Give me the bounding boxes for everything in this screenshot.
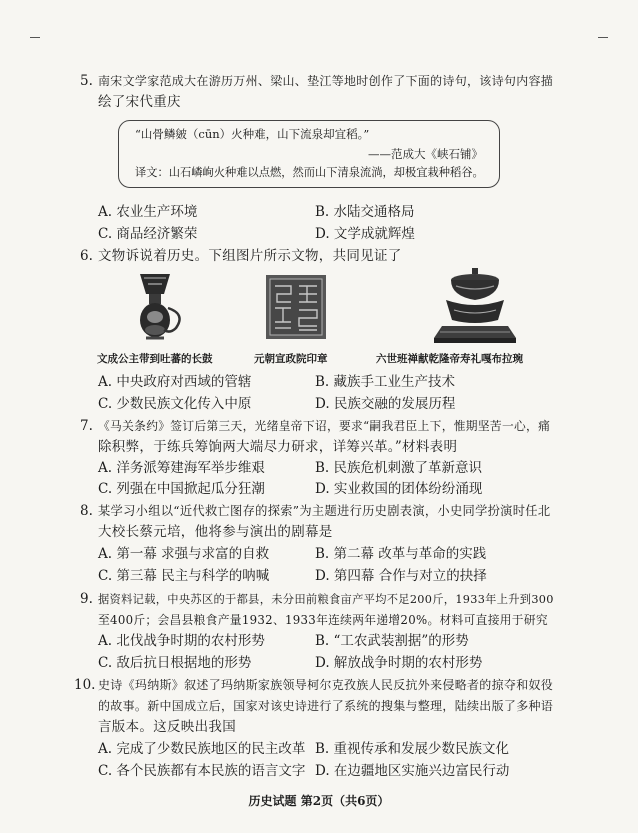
long-drum-image [118, 270, 190, 344]
q9-option-d[interactable]: D. 解放战争时期的农村形势 [315, 655, 483, 671]
caption-seal: 元朝宣政院印章 [254, 353, 328, 365]
q6-option-c[interactable]: C. 少数民族文化传入中原 [98, 396, 252, 412]
q8-option-a[interactable]: A. 第一幕 求强与求富的自救 [98, 546, 270, 562]
q8-option-d[interactable]: D. 第四幕 合作与对立的抉择 [315, 568, 487, 584]
q5-option-c[interactable]: C. 商品经济繁荣 [98, 226, 198, 242]
seal-image [263, 272, 329, 342]
q6-option-a[interactable]: A. 中央政府对西域的管辖 [98, 374, 252, 390]
q10-option-c[interactable]: C. 各个民族都有本民族的语言文字 [98, 763, 306, 779]
q5-option-a[interactable]: A. 农业生产环境 [98, 204, 198, 220]
poem-line: “山骨鳞皴（cūn）火种难，山下流泉却宜稻。” [135, 127, 370, 141]
q5-stem-line2: 绘了宋代重庆 [98, 94, 181, 110]
q9-stem-line1: 据资料记载，中央苏区的于都县，未分田前粮食亩产平均不足200斤，1933年上升到300 [98, 593, 554, 606]
caption-kapala-bowl: 六世班禅献乾隆帝寿礼嘎布拉琬 [376, 353, 523, 365]
q10-stem-line1: 史诗《玛纳斯》叙述了玛纳斯家族领导柯尔克孜族人民反抗外来侵略者的掠夺和奴役 [98, 678, 554, 692]
page-footer: 历史试题 第2页（共6页） [248, 794, 390, 808]
kapala-bowl-image [430, 266, 520, 346]
q7-stem-line1: 《马关条约》签订后第三天，光绪皇帝下诏，要求“嗣我君臣上下，惟期坚苦一心，痛 [98, 419, 551, 433]
q9-option-a[interactable]: A. 北伐战争时期的农村形势 [98, 633, 265, 649]
q8-option-c[interactable]: C. 第三幕 民主与科学的呐喊 [98, 568, 270, 584]
corner-mark-right [598, 37, 608, 38]
q9-option-b[interactable]: B. “工农武装割据”的形势 [315, 633, 469, 649]
q6-option-d[interactable]: D. 民族交融的发展历程 [315, 396, 456, 412]
q7-option-c[interactable]: C. 列强在中国掀起瓜分狂潮 [98, 481, 265, 497]
corner-mark-left [30, 37, 40, 38]
q10-option-a[interactable]: A. 完成了少数民族地区的民主改革 [98, 741, 306, 757]
poem-attribution: ——范成大《峡石铺》 [368, 147, 483, 161]
q10-stem-line2: 的故事。新中国成立后，国家对该史诗进行了系统的搜集与整理，陆续出版了多种语 [98, 699, 554, 713]
q7-option-b[interactable]: B. 民族危机刺激了革新意识 [315, 460, 483, 476]
q9-stem-line2: 至400斤；会昌县粮食产量1932、1933年连续两年递增20%。材料可直接用于研究 [98, 613, 548, 627]
q8-number: 8. [80, 503, 93, 519]
q5-option-b[interactable]: B. 水陆交通格局 [315, 204, 415, 220]
q5-stem-line1: 南宋文学家范成大在游历万州、梁山、垫江等地时创作了下面的诗句，该诗句内容描 [98, 74, 554, 88]
q7-stem-line2: 除积弊，于练兵筹饷两大端尽力研求，详筹兴革。”材料表明 [98, 439, 458, 455]
poem-box [118, 120, 500, 188]
q7-option-a[interactable]: A. 洋务派筹建海军举步维艰 [98, 460, 265, 476]
q8-stem-line2: 大校长蔡元培，他将参与演出的剧幕是 [98, 524, 333, 540]
q8-option-b[interactable]: B. 第二幕 改革与革命的实践 [315, 546, 487, 562]
poem-translation: 译文：山石嶙峋火种难以点燃，然而山下清泉流淌，却极宜栽种稻谷。 [135, 166, 484, 179]
q8-stem-line1: 某学习小组以“近代救亡图存的探索”为主题进行历史剧表演，小史同学扮演时任北 [98, 504, 551, 518]
q6-stem: 文物诉说着历史。下组图片所示文物，共同见证了 [98, 248, 402, 264]
q6-number: 6. [80, 248, 93, 264]
q9-option-c[interactable]: C. 敌后抗日根据地的形势 [98, 655, 252, 671]
q10-stem-line3: 言版本。这反映出我国 [98, 719, 236, 735]
q9-number: 9. [80, 591, 93, 607]
caption-long-drum: 文成公主带到吐蕃的长鼓 [97, 353, 213, 365]
q7-number: 7. [80, 418, 93, 434]
q10-option-d[interactable]: D. 在边疆地区实施兴边富民行动 [315, 763, 510, 779]
q10-option-b[interactable]: B. 重视传承和发展少数民族文化 [315, 741, 510, 757]
q6-option-b[interactable]: B. 藏族手工业生产技术 [315, 374, 456, 390]
q10-number: 10. [74, 677, 96, 693]
q7-option-d[interactable]: D. 实业救国的团体纷纷涌现 [315, 481, 483, 497]
q5-number: 5. [80, 73, 93, 89]
q5-option-d[interactable]: D. 文学成就辉煌 [315, 226, 415, 242]
